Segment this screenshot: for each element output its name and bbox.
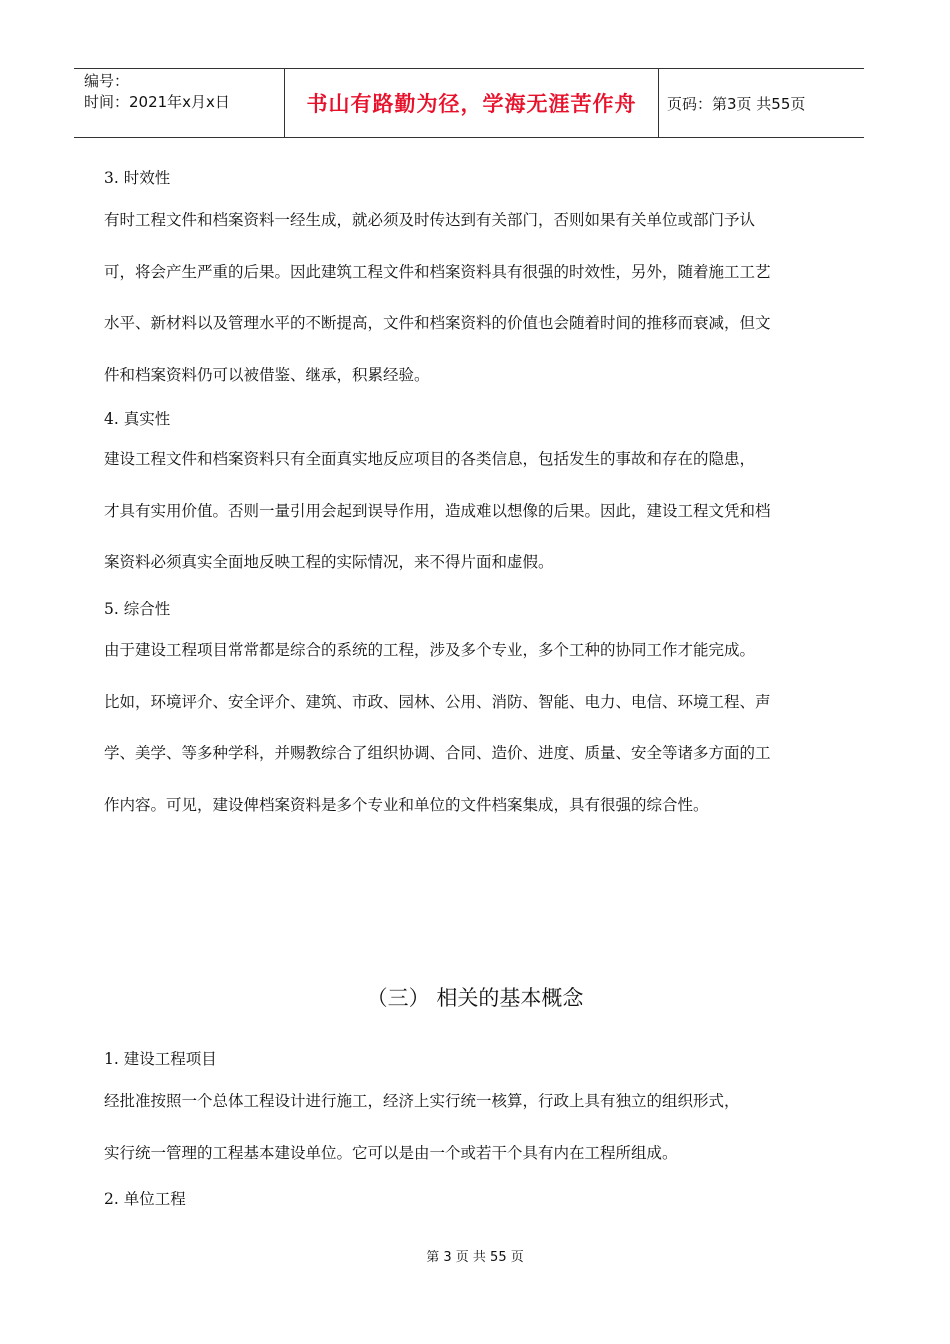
header-meta <box>74 69 285 137</box>
paragraph-line: 学、美学、等多种学科，并赐教综合了组织协调、合同、造价、进度、质量、安全等诸多方面的工 <box>104 744 771 762</box>
paragraph-line: 实行统一管理的工程基本建设单位。它可以是由一个或若干个具有内在工程所组成。 <box>104 1143 678 1162</box>
paragraph-authenticity <box>104 434 852 589</box>
heading-comprehensiveness: 5. 综合性 <box>104 600 171 618</box>
heading-construction-project: 1. 建设工程项目 <box>104 1050 217 1068</box>
paragraph-construction-project <box>104 1076 852 1179</box>
paragraph-line: 有时工程文件和档案资料一经生成，就必须及时传达到有关部门，否则如果有关单位或部门予认 <box>104 211 756 229</box>
paragraph-line: 水平、新材料以及管理水平的不断提高，文件和档案资料的价值也会随着时间的推移而衰减，但文 <box>104 314 771 332</box>
paragraph-line: 比如，环境评介、安全评介、建筑、市政、园林、公用、消防、智能、电力、电信、环境工程、声 <box>104 692 771 711</box>
header-motto: 书山有路勤为径，学海无涯苦作舟 <box>285 69 659 137</box>
paragraph-comprehensiveness <box>104 625 852 831</box>
paragraph-line: 由于建设工程项目常常都是综合的系统的工程，涉及多个专业，多个工种的协同工作才能完成。 <box>104 641 756 659</box>
header-page-info: 页码：第3页 共55页 <box>667 94 806 113</box>
paragraph-line: 作内容。可见，建设俾档案资料是多个专业和单位的文件档案集成，具有很强的综合性。 <box>104 795 709 814</box>
document-header <box>74 68 864 138</box>
page-footer: 第 3 页 共 55 页 <box>426 1250 524 1265</box>
paragraph-line: 案资料必须真实全面地反映工程的实际情况，来不得片面和虚假。 <box>104 553 554 571</box>
number-label: 编号： <box>84 72 130 90</box>
time-label: 时间：2021年x月x日 <box>84 93 230 111</box>
heading-timeliness: 3. 时效性 <box>104 169 171 187</box>
paragraph-line: 可，将会产生严重的后果。因此建筑工程文件和档案资料具有很强的时效性，另外，随着施工工艺 <box>104 262 771 281</box>
heading-authenticity: 4. 真实性 <box>104 410 171 428</box>
heading-unit-project: 2. 单位工程 <box>104 1190 186 1208</box>
paragraph-line: 经批准按照一个总体工程设计进行施工，经济上实行统一核算，行政上具有独立的组织形式， <box>104 1092 740 1110</box>
section-title: （三） 相关的基本概念 <box>366 986 584 1010</box>
paragraph-timeliness <box>104 195 852 401</box>
paragraph-line: 才具有实用价值。否则一量引用会起到误导作用，造成难以想像的后果。因此，建设工程文凭和档 <box>104 501 771 520</box>
paragraph-line: 件和档案资料仍可以被借鉴、继承，积累经验。 <box>104 365 430 384</box>
paragraph-line: 建设工程文件和档案资料只有全面真实地反应项目的各类信息，包括发生的事故和存在的隐患， <box>104 450 756 468</box>
